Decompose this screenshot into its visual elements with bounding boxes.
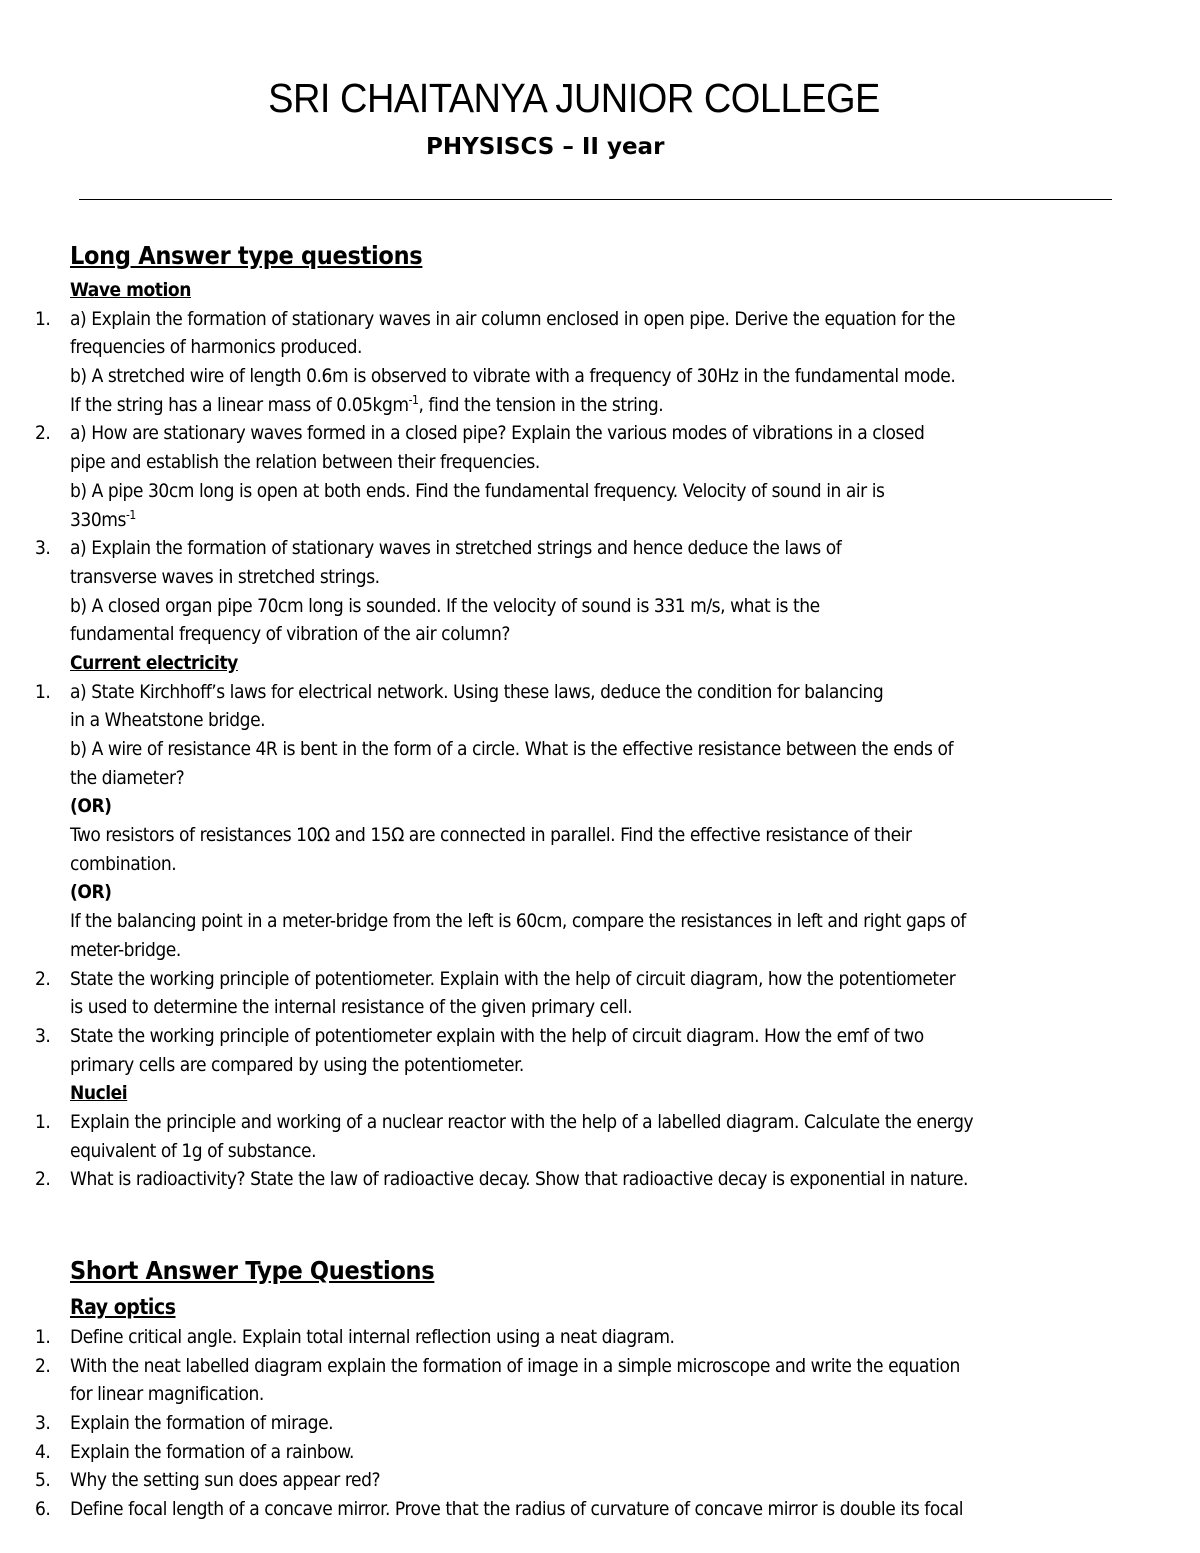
question-line (0, 965, 1200, 994)
question-text: a) Explain the formation of stationary waves in air column enclosed in open pipe. Derive the equation for the (70, 307, 956, 330)
wave-motion-heading: Wave motion (70, 279, 191, 301)
question-text: Define critical angle. Explain total internal reflection using a neat diagram. (70, 1326, 675, 1348)
question-text: Explain the formation of mirage. (70, 1412, 334, 1435)
question-line (0, 678, 1200, 707)
question-number: 1. (35, 680, 51, 703)
or-label: (OR) (70, 881, 112, 904)
question-number: 5. (35, 1469, 51, 1492)
question-number: 2. (35, 1354, 51, 1377)
ray-optics-heading: Ray optics (70, 1295, 176, 1319)
question-line (0, 1022, 1200, 1051)
question-text: Why the setting sun does appear red? (70, 1469, 381, 1492)
question-number: 1. (35, 307, 51, 330)
question-number: 3. (35, 1024, 51, 1047)
question-text (70, 391, 663, 420)
question-number: 2. (35, 422, 51, 445)
question-line (0, 821, 1200, 850)
question-line (0, 1352, 1200, 1381)
or-label: (OR) (70, 795, 112, 818)
question-number: 3. (35, 537, 51, 560)
question-text: b) A stretched wire of length 0.6m is observed to vibrate with a frequency of 30Hz in the fundamental mode. (70, 365, 956, 388)
question-text: pipe and establish the relation between their frequencies. (70, 451, 540, 474)
text-part: , find the tension in the string. (418, 393, 664, 416)
question-text: a) State Kirchhoff’s laws for electrical network. Using these laws, deduce the condition for balancing (70, 680, 884, 703)
question-line (0, 477, 1200, 506)
question-line (0, 448, 1200, 477)
question-number: 3. (35, 1412, 51, 1435)
question-number: 6. (35, 1498, 51, 1521)
question-text: State the working principle of potentiometer explain with the help of circuit diagram. How the emf of two (70, 1024, 924, 1047)
question-text: With the neat labelled diagram explain the formation of image in a simple microscope and write the equation (70, 1354, 960, 1377)
current-electricity-heading: Current electricity (70, 651, 238, 674)
text-part: 330ms (70, 508, 126, 531)
question-line (0, 506, 1200, 535)
question-text: primary cells are compared by using the potentiometer. (70, 1053, 524, 1076)
question-line (0, 993, 1200, 1022)
question-line (0, 419, 1200, 448)
question-number: 1. (35, 1326, 51, 1348)
question-text: is used to determine the internal resistance of the given primary cell. (70, 996, 633, 1019)
question-text: State the working principle of potentiometer. Explain with the help of circuit diagram, how the potentiometer (70, 967, 956, 990)
question-line (0, 305, 1200, 334)
question-line (0, 1466, 1200, 1495)
question-text: the diameter? (70, 766, 185, 789)
question-line (0, 1380, 1200, 1409)
question-text: b) A pipe 30cm long is open at both ends. Find the fundamental frequency. Velocity of sound in air is (70, 479, 885, 502)
question-text (70, 506, 136, 535)
question-text: frequencies of harmonics produced. (70, 336, 363, 359)
question-text: b) A wire of resistance 4R is bent in the form of a circle. What is the effective resistance between the ends of (70, 738, 954, 760)
question-text: Two resistors of resistances 10Ω and 15Ω are connected in parallel. Find the effective resistance of their (70, 824, 912, 847)
question-line (0, 534, 1200, 563)
question-line (0, 1495, 1200, 1524)
question-line (0, 620, 1200, 649)
question-line (0, 907, 1200, 936)
superscript: -1 (408, 392, 419, 407)
text-part: If the string has a linear mass of 0.05kgm (70, 393, 409, 416)
question-text: Explain the formation of a rainbow. (70, 1440, 355, 1463)
question-text: Define focal length of a concave mirror. Prove that the radius of curvature of concave mirror is double its focal (70, 1498, 964, 1521)
subject-title: PHYSISCS – II year (426, 134, 665, 160)
question-text: for linear magnification. (70, 1383, 264, 1406)
question-text: in a Wheatstone bridge. (70, 709, 266, 732)
question-line (0, 1323, 1200, 1352)
question-line (0, 1165, 1200, 1194)
question-text: If the balancing point in a meter-bridge from the left is 60cm, compare the resistances in left and right gaps of (70, 910, 966, 933)
question-number: 4. (35, 1440, 51, 1463)
short-answer-heading: Short Answer Type Questions (70, 1256, 435, 1285)
question-line (0, 333, 1200, 362)
college-title: SRI CHAITANYA JUNIOR COLLEGE (268, 76, 880, 122)
question-line (0, 878, 1200, 907)
superscript: -1 (125, 507, 136, 522)
question-number: 1. (35, 1110, 51, 1133)
question-text: b) A closed organ pipe 70cm long is sounded. If the velocity of sound is 331 m/s, what is the (70, 594, 820, 617)
question-line (0, 563, 1200, 592)
question-line (0, 1108, 1200, 1137)
question-text: transverse waves in stretched strings. (70, 565, 380, 588)
question-line (0, 735, 1200, 764)
nuclei-heading: Nuclei (70, 1082, 128, 1105)
question-line (0, 1051, 1200, 1080)
question-text: What is radioactivity? State the law of radioactive decay. Show that radioactive decay is exponential in nature. (70, 1168, 969, 1191)
header-divider (79, 199, 1112, 200)
question-line (0, 1409, 1200, 1438)
question-text: equivalent of 1g of substance. (70, 1139, 317, 1162)
question-line (0, 391, 1200, 420)
question-line (0, 764, 1200, 793)
question-line (0, 592, 1200, 621)
question-text: combination. (70, 852, 177, 875)
question-text: a) Explain the formation of stationary waves in stretched strings and hence deduce the laws of (70, 537, 842, 560)
question-text: a) How are stationary waves formed in a closed pipe? Explain the various modes of vibrations in a closed (70, 422, 925, 445)
question-line (0, 1438, 1200, 1467)
question-line (0, 706, 1200, 735)
question-line (0, 362, 1200, 391)
question-line (0, 1137, 1200, 1166)
question-line (0, 792, 1200, 821)
question-line (0, 936, 1200, 965)
question-content (0, 236, 1200, 1524)
question-number: 2. (35, 967, 51, 990)
long-answer-heading: Long Answer type questions (70, 241, 423, 270)
section-gap (0, 1194, 1200, 1251)
question-text: meter-bridge. (70, 938, 181, 961)
question-line (0, 850, 1200, 879)
question-number: 2. (35, 1168, 51, 1191)
question-text: fundamental frequency of vibration of the air column? (70, 623, 510, 646)
question-text: Explain the principle and working of a nuclear reactor with the help of a labelled diagram. Calculate the energy (70, 1110, 974, 1133)
